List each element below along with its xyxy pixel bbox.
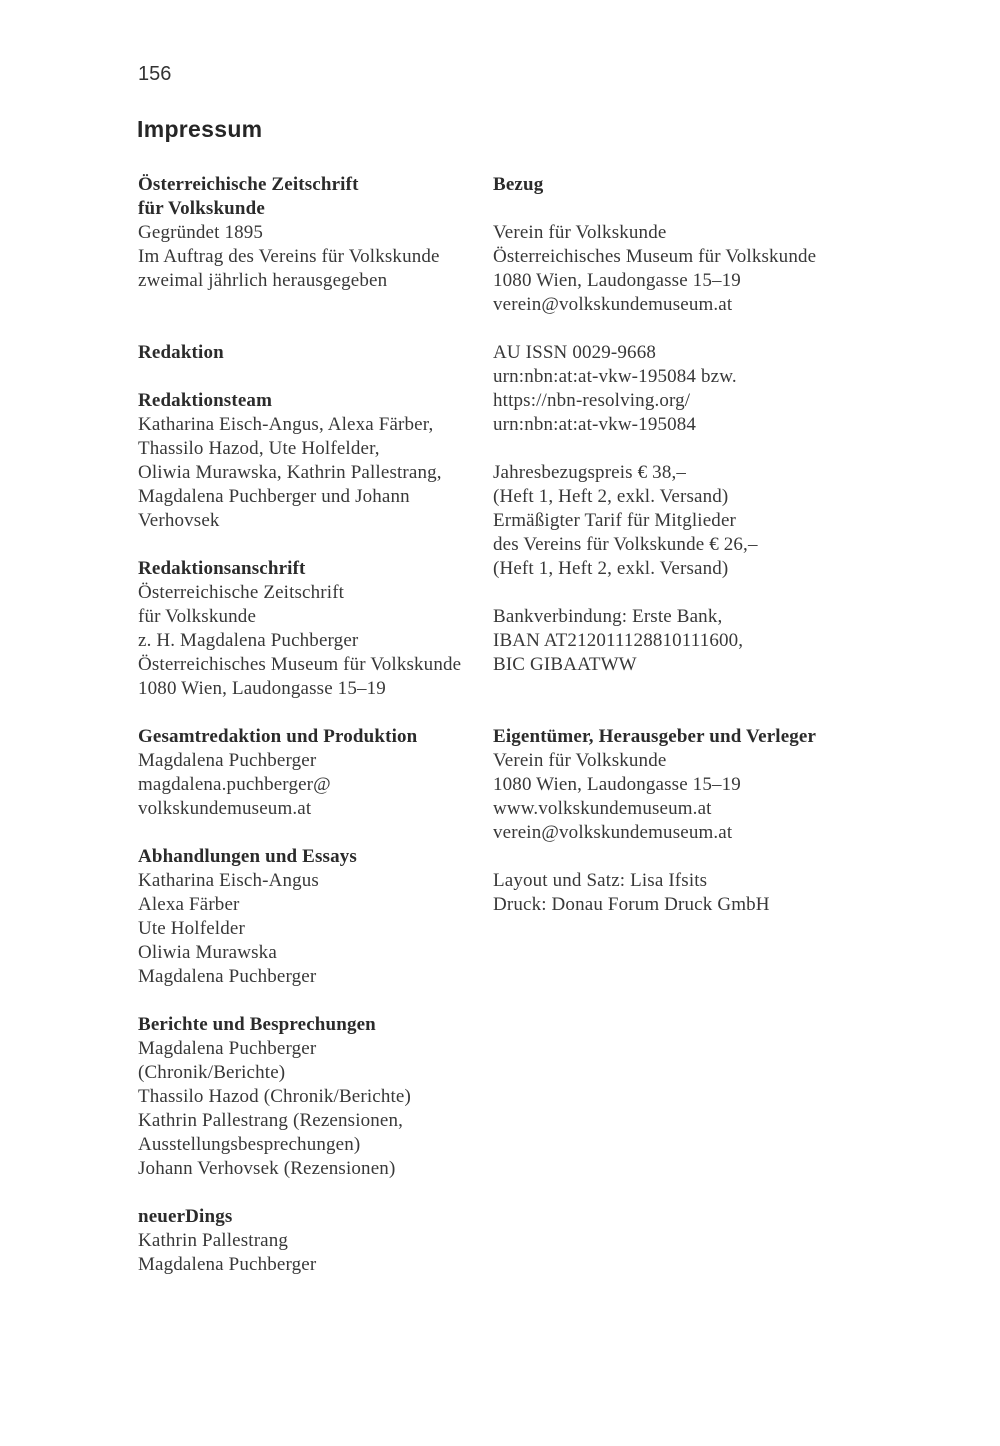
text-line: verein@volkskundemuseum.at xyxy=(493,294,733,315)
text-line: 1080 Wien, Laudongasse 15–19 xyxy=(493,774,741,795)
text-line: Oliwia Murawska, Kathrin Pallestrang, xyxy=(138,462,442,483)
section-heading: Redaktion xyxy=(138,342,224,363)
text-line: magdalena.puchberger@ xyxy=(138,774,331,795)
text-line: Oliwia Murawska xyxy=(138,942,277,963)
text-line: (Chronik/Berichte) xyxy=(138,1062,286,1083)
text-line: (Heft 1, Heft 2, exkl. Versand) xyxy=(493,558,729,579)
left-column xyxy=(138,173,494,1277)
text-line: verein@volkskundemuseum.at xyxy=(493,822,733,843)
text-line: Kathrin Pallestrang (Rezensionen, xyxy=(138,1110,404,1131)
blank-line xyxy=(138,533,494,557)
text-line: Bankverbindung: Erste Bank, xyxy=(493,606,723,627)
section-heading: neuerDings xyxy=(138,1206,233,1227)
text-line: Verhovsek xyxy=(138,510,220,531)
text-line: des Vereins für Volkskunde € 26,– xyxy=(493,534,758,555)
blank-line xyxy=(493,581,893,605)
text-line: für Volkskunde xyxy=(138,606,257,627)
page-number: 156 xyxy=(138,63,172,85)
section-heading: Abhandlungen und Essays xyxy=(138,846,357,867)
text-line: Österreichisches Museum für Volkskunde xyxy=(138,654,462,675)
blank-line xyxy=(138,989,494,1013)
text-line: www.volkskundemuseum.at xyxy=(493,798,712,819)
text-line: 1080 Wien, Laudongasse 15–19 xyxy=(138,678,386,699)
blank-line xyxy=(138,317,494,341)
section-heading: für Volkskunde xyxy=(138,198,265,219)
text-line: Katharina Eisch-Angus xyxy=(138,870,319,891)
blank-line xyxy=(493,845,893,869)
text-line: 1080 Wien, Laudongasse 15–19 xyxy=(493,270,741,291)
blank-line xyxy=(493,677,893,701)
text-line: Johann Verhovsek (Rezensionen) xyxy=(138,1158,396,1179)
section-heading: Redaktionsteam xyxy=(138,390,273,411)
text-line: Magdalena Puchberger xyxy=(138,1038,317,1059)
section-heading: Bezug xyxy=(493,174,544,195)
text-line: Thassilo Hazod (Chronik/Berichte) xyxy=(138,1086,411,1107)
text-line: zweimal jährlich herausgegeben xyxy=(138,270,388,291)
text-line: (Heft 1, Heft 2, exkl. Versand) xyxy=(493,486,729,507)
text-line: Magdalena Puchberger und Johann xyxy=(138,486,410,507)
text-line: Ausstellungsbesprechungen) xyxy=(138,1134,361,1155)
section-heading: Österreichische Zeitschrift xyxy=(138,174,359,195)
text-line: Österreichisches Museum für Volkskunde xyxy=(493,246,817,267)
blank-line xyxy=(138,821,494,845)
text-line: urn:nbn:at:at-vkw-195084 xyxy=(493,414,697,435)
blank-line xyxy=(138,701,494,725)
text-line: Alexa Färber xyxy=(138,894,240,915)
text-line: Ute Holfelder xyxy=(138,918,245,939)
text-line: Verein für Volkskunde xyxy=(493,750,667,771)
text-line: Magdalena Puchberger xyxy=(138,750,317,771)
text-line: BIC GIBAATWW xyxy=(493,654,637,675)
text-line: volkskundemuseum.at xyxy=(138,798,312,819)
text-line: Gegründet 1895 xyxy=(138,222,264,243)
blank-line xyxy=(493,437,893,461)
text-line: Im Auftrag des Vereins für Volkskunde xyxy=(138,246,440,267)
blank-line xyxy=(138,1181,494,1205)
blank-line xyxy=(493,701,893,725)
text-line: Ermäßigter Tarif für Mitglieder xyxy=(493,510,737,531)
blank-line xyxy=(138,293,494,317)
text-line: Layout und Satz: Lisa Ifsits xyxy=(493,870,708,891)
text-line: Katharina Eisch-Angus, Alexa Färber, xyxy=(138,414,434,435)
text-line: urn:nbn:at:at-vkw-195084 bzw. xyxy=(493,366,737,387)
section-heading: Redaktionsanschrift xyxy=(138,558,306,579)
text-line: IBAN AT212011128810111600, xyxy=(493,630,744,651)
blank-line xyxy=(493,317,893,341)
section-heading: Eigentümer, Herausgeber und Verleger xyxy=(493,726,817,747)
text-line: z. H. Magdalena Puchberger xyxy=(138,630,359,651)
text-line: Druck: Donau Forum Druck GmbH xyxy=(493,894,770,915)
text-line: Verein für Volkskunde xyxy=(493,222,667,243)
text-line: Österreichische Zeitschrift xyxy=(138,582,345,603)
right-column xyxy=(493,173,893,917)
blank-line xyxy=(138,365,494,389)
text-line: Thassilo Hazod, Ute Holfelder, xyxy=(138,438,380,459)
page-title: Impressum xyxy=(137,116,263,142)
text-line: Magdalena Puchberger xyxy=(138,966,317,987)
blank-line xyxy=(493,197,893,221)
text-line: Kathrin Pallestrang xyxy=(138,1230,289,1251)
text-line: https://nbn-resolving.org/ xyxy=(493,390,691,411)
text-line: AU ISSN 0029-9668 xyxy=(493,342,657,363)
text-line: Jahresbezugspreis € 38,– xyxy=(493,462,687,483)
text-line: Magdalena Puchberger xyxy=(138,1254,317,1275)
section-heading: Gesamtredaktion und Produktion xyxy=(138,726,418,747)
section-heading: Berichte und Besprechungen xyxy=(138,1014,376,1035)
